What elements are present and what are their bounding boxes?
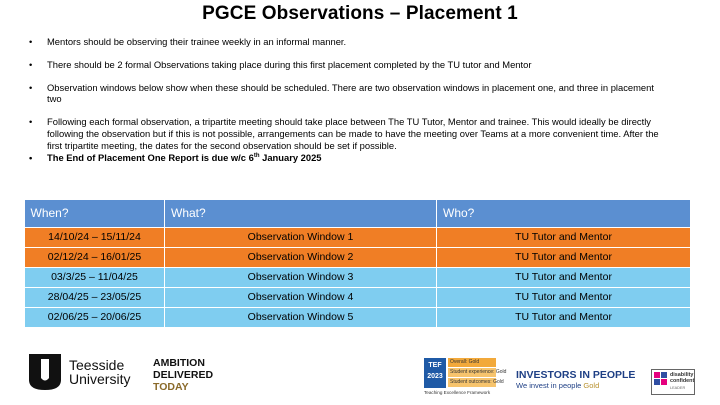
cell-what: Observation Window 5 <box>165 307 437 327</box>
cell-what: Observation Window 2 <box>165 247 437 267</box>
slide-title: PGCE Observations – Placement 1 <box>202 3 518 24</box>
tef-row-outcomes: Student outcomes: Gold <box>450 379 504 385</box>
tef-badge <box>424 358 446 388</box>
tef-badge-line-2: 2023 <box>427 373 443 380</box>
iip-level: Gold <box>583 381 600 390</box>
observation-windows-table <box>24 200 691 328</box>
tef-gold-logo <box>424 358 507 398</box>
ambition-line-1: AMBITION <box>153 357 205 369</box>
cell-who: TU Tutor and Mentor <box>437 247 691 267</box>
bullet-item: • Observation windows below show when these should be scheduled. There are two observation windows in placement one, and three in placement two <box>28 82 668 106</box>
tef-row-experience: Student experience: Gold <box>450 369 507 375</box>
tef-row-overall: Overall: Gold <box>448 358 496 367</box>
header-who: Who? <box>437 200 691 227</box>
cell-who: TU Tutor and Mentor <box>437 307 691 327</box>
table-header-row <box>25 200 691 227</box>
cell-what: Observation Window 3 <box>165 267 437 287</box>
iip-subtitle <box>516 381 635 391</box>
table-row <box>25 247 691 267</box>
ambition-line-3: TODAY <box>153 381 189 393</box>
cell-what: Observation Window 4 <box>165 287 437 307</box>
bullet-item-report-due <box>28 152 668 164</box>
disability-confident-icon <box>654 372 668 386</box>
cell-who: TU Tutor and Mentor <box>437 287 691 307</box>
report-due-text-end: January 2025 <box>259 151 322 163</box>
teesside-u-mark-icon <box>27 352 63 392</box>
teesside-wordmark <box>69 358 130 386</box>
cell-when: 02/06/25 – 20/06/25 <box>25 307 165 327</box>
table-row <box>25 307 691 327</box>
bullet-item: • Following each formal observation, a tripartite meeting should take place between The TU Tutor, Mentor and trainee. This would ideally be directly following the observation but if this is not possible, arrangements can be made to have the meeting over Teams at a more convenient time. After the first tripartite meeting, the dates for the second observation should be set if possible. <box>28 116 668 151</box>
iip-title: INVESTORS IN PEOPLE <box>516 369 636 381</box>
table-row <box>25 227 691 247</box>
disability-confident-logo <box>651 369 695 395</box>
teesside-line-1: Teesside <box>69 357 125 373</box>
report-due-superscript: th <box>253 152 260 159</box>
cell-who: TU Tutor and Mentor <box>437 267 691 287</box>
table-row <box>25 287 691 307</box>
ambition-line-2: DELIVERED <box>153 369 214 381</box>
table-row <box>25 267 691 287</box>
bullet-list <box>28 36 668 163</box>
disability-confident-text <box>670 372 694 384</box>
dc-line-1: disability <box>670 372 694 378</box>
cell-when: 28/04/25 – 23/05/25 <box>25 287 165 307</box>
report-due-text: The End of Placement One Report is due w/c 6 <box>47 151 254 163</box>
investors-in-people-logo <box>516 369 635 391</box>
dc-leader-text: LEADER <box>670 386 686 390</box>
cell-who: TU Tutor and Mentor <box>437 227 691 247</box>
ambition-delivered-today-logo <box>153 357 213 393</box>
cell-what: Observation Window 1 <box>165 227 437 247</box>
dc-line-2: confident <box>670 378 695 384</box>
footer-logos <box>0 340 720 405</box>
header-what: What? <box>165 200 437 227</box>
cell-when: 03/3/25 – 11/04/25 <box>25 267 165 287</box>
header-when: When? <box>25 200 165 227</box>
teesside-line-2: University <box>69 371 131 387</box>
bullet-item: • There should be 2 formal Observations taking place during this first placement completed by the TU tutor and Mentor <box>28 59 668 71</box>
cell-when: 14/10/24 – 15/11/24 <box>25 227 165 247</box>
tef-caption: Teaching Excellence Framework <box>424 390 491 395</box>
iip-sub-text: We invest in people <box>516 381 582 390</box>
cell-when: 02/12/24 – 16/01/25 <box>25 247 165 267</box>
bullet-item: • Mentors should be observing their trainee weekly in an informal manner. <box>28 36 668 48</box>
tef-badge-line-1: TEF <box>428 362 442 369</box>
